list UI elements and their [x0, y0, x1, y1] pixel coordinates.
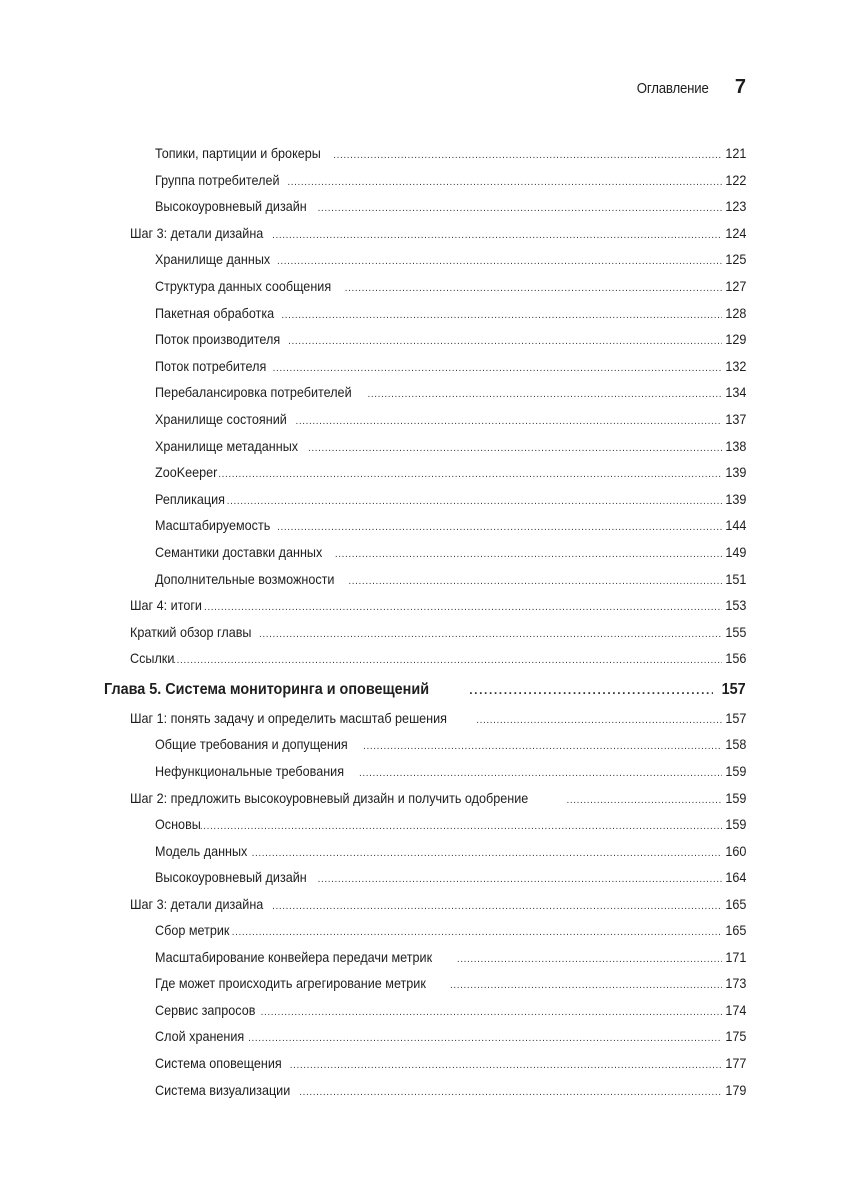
toc-entry[interactable]	[155, 170, 746, 190]
toc-entry-page: 132	[724, 358, 746, 374]
toc-entry[interactable]	[155, 841, 746, 861]
toc-entry-page: 134	[724, 384, 746, 400]
toc-entry-title: Поток потребителя	[155, 358, 267, 374]
toc-entry[interactable]	[155, 947, 746, 967]
dot-leader	[248, 1029, 721, 1049]
dot-leader	[290, 1056, 722, 1076]
toc-entry[interactable]	[155, 515, 746, 535]
dot-leader	[204, 598, 722, 618]
toc-entry-title: Перебалансировка потребителей	[155, 384, 352, 400]
toc-entry-page: 156	[724, 650, 746, 666]
toc-entry-title: Общие требования и допущения	[155, 736, 348, 752]
toc-entry-page: 157	[721, 681, 746, 698]
toc-entry[interactable]	[155, 462, 746, 482]
toc-entry-page: 159	[724, 790, 746, 806]
toc-entry-title: Масштабируемость	[155, 517, 271, 533]
toc-entry[interactable]	[130, 595, 746, 615]
toc-entry[interactable]	[155, 920, 746, 940]
toc-entry-page: 137	[724, 411, 746, 427]
dot-leader	[333, 146, 721, 166]
toc-entry[interactable]	[155, 489, 746, 509]
dot-leader	[335, 545, 722, 565]
toc-entry[interactable]	[155, 569, 746, 589]
toc-entry-page: 149	[724, 544, 746, 560]
dot-leader	[450, 976, 722, 996]
toc-entry[interactable]	[130, 648, 746, 668]
toc-entry-title: Шаг 3: детали дизайна	[130, 225, 264, 241]
toc-entry-title: Масштабирование конвейера передачи метрик	[155, 949, 433, 965]
toc-entry[interactable]	[155, 1000, 746, 1020]
toc-entry-page: 153	[724, 597, 746, 613]
toc-chapter-entry[interactable]	[104, 680, 746, 700]
toc-entry[interactable]	[155, 143, 746, 163]
toc-entry-page: 159	[724, 763, 746, 779]
toc-entry[interactable]	[130, 223, 746, 243]
toc-entry[interactable]	[155, 409, 746, 429]
toc-entry-page: 173	[724, 975, 746, 991]
toc-entry-page: 179	[724, 1082, 746, 1098]
dot-leader	[469, 680, 713, 700]
toc-entry-title: Хранилище состояний	[155, 411, 287, 427]
toc-entry[interactable]	[155, 356, 746, 376]
dot-leader	[277, 518, 722, 538]
running-header	[627, 76, 746, 99]
toc-entry[interactable]	[130, 622, 746, 642]
dot-leader	[476, 711, 721, 731]
dot-leader	[259, 625, 722, 645]
toc-entry-title: Шаг 4: итоги	[130, 597, 202, 613]
toc-entry[interactable]	[155, 303, 746, 323]
toc-entry-page: 158	[724, 736, 746, 752]
toc-entry[interactable]	[155, 1053, 746, 1073]
toc-entry-title: Высокоуровневый дизайн	[155, 198, 307, 214]
dot-leader	[318, 870, 722, 890]
toc-entry-page: 144	[724, 517, 746, 533]
toc-entry-title: Дополнительные возможности	[155, 571, 335, 587]
toc-entry-page: 175	[724, 1028, 746, 1044]
toc-entry-title: Шаг 3: детали дизайна	[130, 896, 264, 912]
toc-entry-title: Топики, партиции и брокеры	[155, 145, 321, 161]
toc-entry[interactable]	[130, 788, 746, 808]
toc-entry-page: 139	[724, 464, 746, 480]
toc-entry-title: Репликация	[155, 491, 225, 507]
dot-leader	[287, 173, 721, 193]
dot-leader	[308, 439, 722, 459]
dot-leader	[288, 332, 722, 352]
toc-entry[interactable]	[130, 894, 746, 914]
dot-leader	[277, 252, 722, 272]
dot-leader	[272, 897, 722, 917]
toc-entry-title: Поток производителя	[155, 331, 281, 347]
dot-leader	[348, 572, 721, 592]
toc-entry-page: 157	[724, 710, 746, 726]
toc-entry[interactable]	[155, 867, 746, 887]
toc-entry-title: Модель данных	[155, 843, 248, 859]
toc-entry[interactable]	[155, 761, 746, 781]
toc-entry-title: Сбор метрик	[155, 922, 230, 938]
dot-leader	[173, 651, 721, 671]
dot-leader	[295, 412, 721, 432]
toc-entry-title: Глава 5. Система мониторинга и оповещений	[104, 681, 430, 698]
toc-entry-page: 121	[724, 145, 746, 161]
toc-entry-title: Ссылки	[130, 650, 175, 666]
toc-entry-title: Слой хранения	[155, 1028, 245, 1044]
toc-entry-title: Где может происходить агрегирование метрик	[155, 975, 426, 991]
toc-entry-page: 151	[724, 571, 746, 587]
toc-entry-title: Краткий обзор главы	[130, 624, 252, 640]
toc-entry-page: 138	[724, 438, 746, 454]
toc-entry[interactable]	[155, 382, 746, 402]
toc-entry-title: Система визуализации	[155, 1082, 291, 1098]
toc-entry[interactable]	[155, 329, 746, 349]
toc-entry[interactable]	[155, 542, 746, 562]
toc-entry[interactable]	[155, 734, 746, 754]
toc-entry-title: Сервис запросов	[155, 1002, 256, 1018]
toc-entry-page: 165	[724, 922, 746, 938]
toc-entry-page: 122	[724, 172, 746, 188]
toc-entry-page: 139	[724, 491, 746, 507]
toc-entry-title: Хранилище метаданных	[155, 438, 299, 454]
dot-leader	[261, 1003, 722, 1023]
toc-entry-title: Шаг 2: предложить высокоуровневый дизайн и получить одобрение	[130, 790, 529, 806]
dot-leader	[218, 465, 721, 485]
dot-leader	[318, 199, 722, 219]
dot-leader	[367, 385, 721, 405]
dot-leader	[457, 950, 722, 970]
toc-entry-page: 164	[724, 869, 746, 885]
dot-leader	[273, 359, 722, 379]
toc-entry-page: 174	[724, 1002, 746, 1018]
toc-entry-title: Группа потребителей	[155, 172, 280, 188]
dot-leader	[200, 817, 722, 837]
running-header-title: Оглавление	[637, 80, 709, 97]
toc-entry-page: 125	[724, 251, 746, 267]
toc-entry-title: Основы	[155, 816, 201, 832]
toc-entry-title: Пакетная обработка	[155, 305, 275, 321]
toc-entry-page: 159	[724, 816, 746, 832]
toc-entry[interactable]	[155, 1026, 746, 1046]
toc-entry-page: 124	[724, 225, 746, 241]
dot-leader	[345, 279, 722, 299]
dot-leader	[232, 923, 722, 943]
dot-leader	[567, 791, 722, 811]
dot-leader	[299, 1083, 721, 1103]
toc-entry-page: 123	[724, 198, 746, 214]
toc-entry[interactable]	[155, 1080, 746, 1100]
toc-entry[interactable]	[155, 436, 746, 456]
toc-entry-page: 177	[724, 1055, 746, 1071]
toc-entry-title: Структура данных сообщения	[155, 278, 332, 294]
dot-leader	[272, 226, 722, 246]
toc-entry[interactable]	[155, 973, 746, 993]
toc-entry-page: 165	[724, 896, 746, 912]
toc-entry-page: 127	[724, 278, 746, 294]
toc-entry[interactable]	[155, 276, 746, 296]
toc-entry-title: ZooKeeper	[155, 464, 218, 480]
toc-entry-page: 171	[724, 949, 746, 965]
toc-entry-title: Высокоуровневый дизайн	[155, 869, 307, 885]
dot-leader	[227, 492, 722, 512]
toc-entry-title: Нефункциональные требования	[155, 763, 345, 779]
toc-entry-page: 155	[724, 624, 746, 640]
toc-entry-title: Семантики доставки данных	[155, 544, 323, 560]
page-number: 7	[734, 76, 746, 98]
toc-entry-title: Шаг 1: понять задачу и определить масштаб решения	[130, 710, 448, 726]
dot-leader	[359, 764, 722, 784]
toc-entry[interactable]	[155, 196, 746, 216]
dot-leader	[281, 306, 721, 326]
toc-entry[interactable]	[155, 249, 746, 269]
toc-entry[interactable]	[155, 814, 746, 834]
toc-entry[interactable]	[130, 708, 746, 728]
toc-entry-title: Система оповещения	[155, 1055, 282, 1071]
dot-leader	[252, 844, 722, 864]
dot-leader	[363, 737, 721, 757]
toc-entry-title: Хранилище данных	[155, 251, 271, 267]
toc-entry-page: 160	[724, 843, 746, 859]
toc-entry-page: 128	[724, 305, 746, 321]
toc-entry-page: 129	[724, 331, 746, 347]
